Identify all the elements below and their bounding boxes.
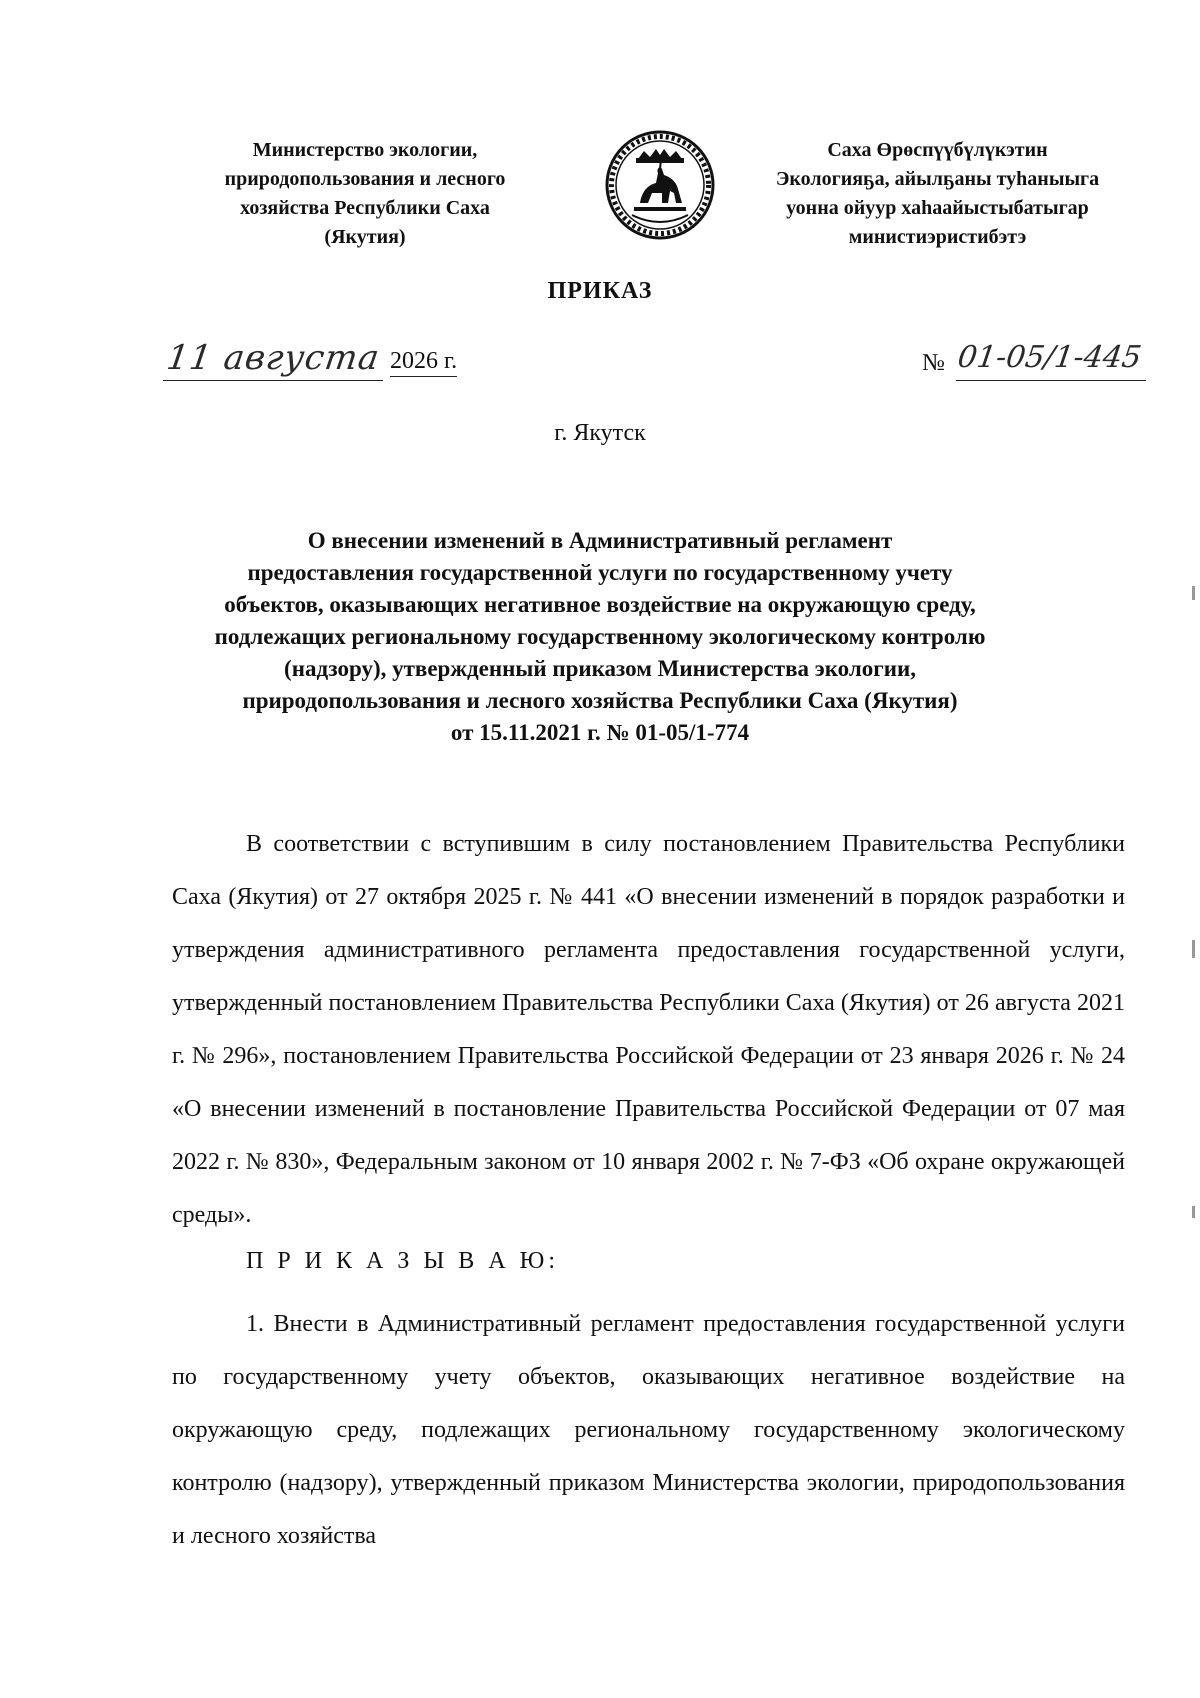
- number-underline: [956, 380, 1146, 381]
- title-line: О внесении изменений в Административный регламент: [307, 528, 893, 553]
- ministry-name-yakut: [735, 136, 1140, 252]
- document-city: г. Якутск: [554, 420, 646, 446]
- title-line: от 15.11.2021 г. № 01-05/1-774: [450, 720, 750, 745]
- document-type-heading: ПРИКАЗ: [547, 278, 653, 304]
- order-word: П Р И К А З Ы В А Ю:: [246, 1248, 559, 1274]
- ministry-name-sah-line: уонна ойуур хаһаайыстыбатыгар: [786, 197, 1089, 219]
- sakha-republic-emblem-icon: [604, 129, 716, 241]
- ministry-name-ru-line: (Якутия): [324, 226, 406, 248]
- ministry-name-sah-line: Саха Өрөспүүбүлүкэтин: [827, 139, 1048, 161]
- title-line: природопользования и лесного хозяйства Республики Саха (Якутия): [242, 688, 958, 713]
- handwritten-number: 01-05/1-445: [955, 340, 1144, 375]
- ministry-name-russian: [180, 136, 550, 252]
- document-number: [922, 340, 1162, 388]
- preamble-paragraph: В соответствии с вступившим в силу постановлением Правительства Республики Саха (Якутия) от 27 октября 2025 г. № 441 «О внесении изменений в порядок разработки и утверждения административного регламента предоставления государственной услуги, утвержденный постановлением Правительства Республики Саха (Якутия) от 26 августа 2021 г. № 296», постановлением Правительства Российской Федерации от 23 января 2026 г. № 24 «О внесении изменений в постановление Правительства Российской Федерации от 07 мая 2022 г. № 830», Федеральным законом от 10 января 2002 г. № 7-ФЗ «Об охране окружающей среды».: [172, 831, 1125, 1228]
- ministry-name-sah-line: министиэристибэтэ: [848, 226, 1027, 248]
- title-line: (надзору), утвержденный приказом Министерства экологии,: [284, 656, 916, 681]
- title-line: объектов, оказывающих негативное воздействие на окружающую среду,: [224, 592, 976, 617]
- number-sign: №: [922, 350, 945, 376]
- scan-edge-mark: [1192, 1206, 1195, 1218]
- ministry-name-ru-line: Министерство экологии,: [252, 139, 478, 161]
- scan-edge-mark: [1192, 940, 1195, 958]
- handwritten-date: 11 августа: [164, 338, 383, 378]
- document-date: [163, 340, 483, 388]
- document-title: [150, 525, 1050, 749]
- title-line: подлежащих региональному государственному экологическому контролю: [214, 624, 986, 649]
- scan-edge-mark: [1192, 586, 1195, 600]
- date-underline: [163, 380, 383, 381]
- order-item-1: 1. Внести в Административный регламент предоставления государственной услуги по государственному учету объектов, оказывающих негативное воздействие на окружающую среду, подлежащих региональному государственному экологическому контролю (надзору), утвержденный приказом Министерства экологии, природопользования и лесного хозяйства: [172, 1311, 1125, 1549]
- ministry-name-ru-line: хозяйства Республики Саха: [240, 197, 490, 219]
- ministry-name-ru-line: природопользования и лесного: [224, 168, 506, 190]
- title-line: предоставления государственной услуги по государственному учету: [247, 560, 953, 585]
- date-year: 2026 г.: [390, 348, 457, 377]
- ministry-name-sah-line: Экологияҕа, айылҕаны туһаныыга: [775, 168, 1100, 190]
